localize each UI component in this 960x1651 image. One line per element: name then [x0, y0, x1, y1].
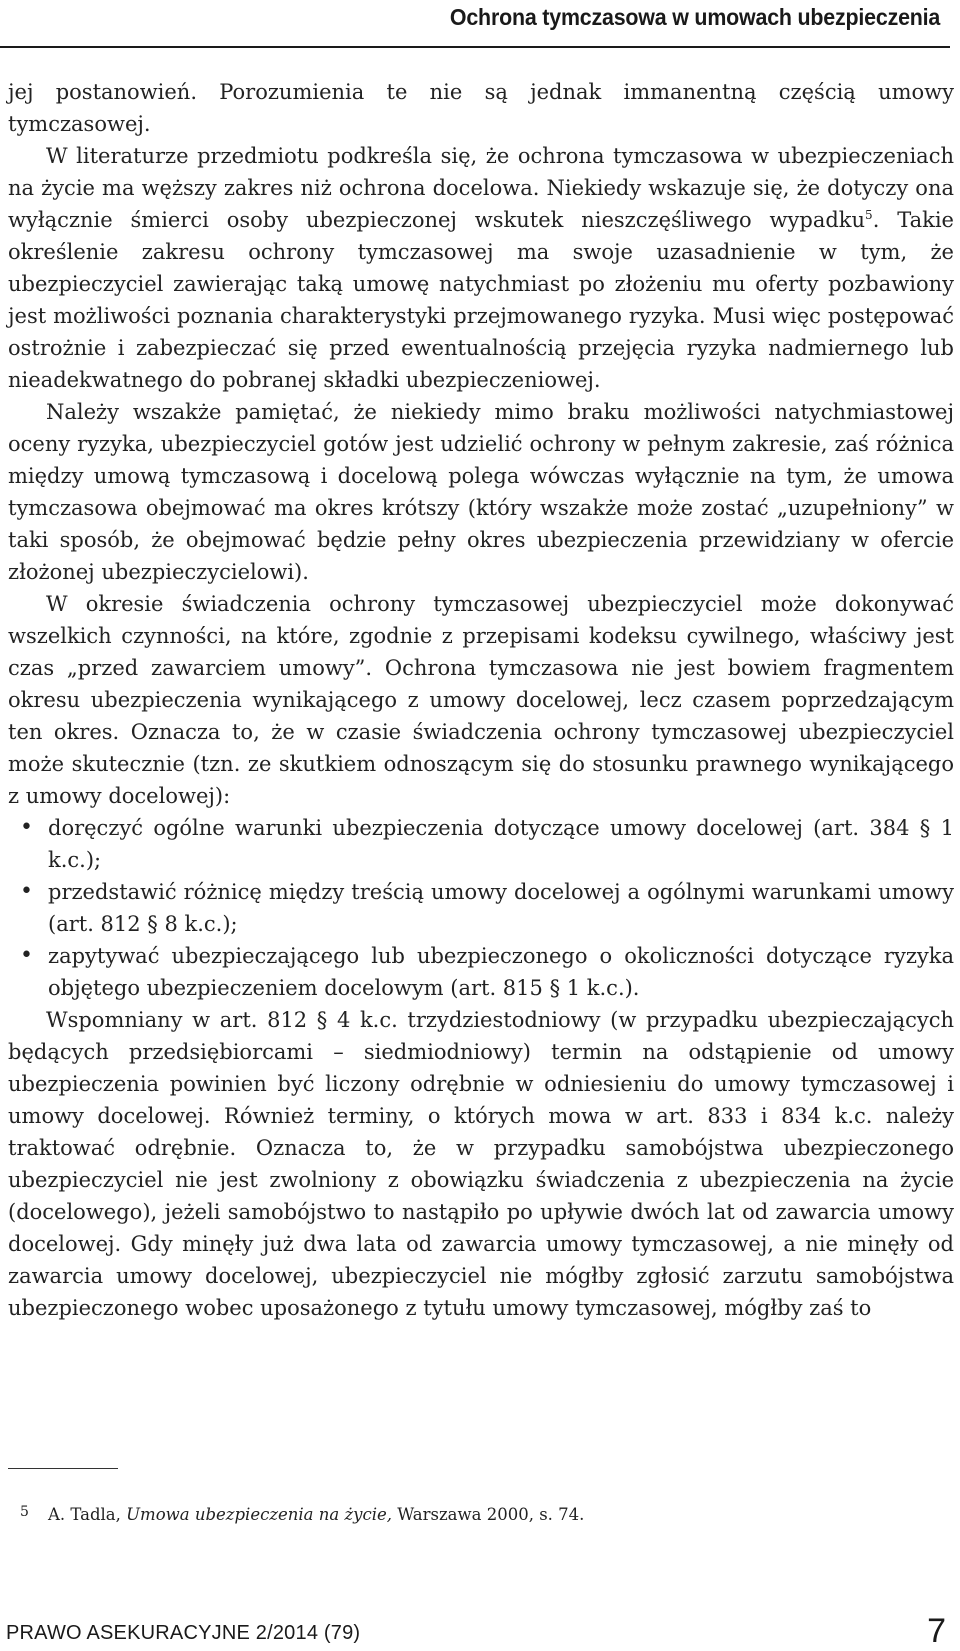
- bullet-icon: •: [20, 815, 33, 840]
- header-rule: [0, 46, 950, 48]
- footnote-reference: 5: [865, 208, 873, 222]
- list-item-text: doręczyć ogólne warunki ubezpieczenia dotyczące umowy docelowej (art. 384 § 1 k.c.);: [48, 816, 954, 872]
- footnote-rule: [8, 1468, 118, 1469]
- paragraph-3: Należy wszakże pamiętać, że niekiedy mimo braku możliwości natychmiastowej oceny ryzyka, ubezpieczyciel gotów jest udzielić ochrony w pełnym zakresie, zaś różnica między umową tymczasową i docelową polega wówczas wyłącznie na tym, że umowa tymczasowa obejmować ma okres krótszy (który wszakże może zostać „uzupełniony” w taki sposób, że obejmować będzie pełny okres ubezpieczenia przewidziany w ofercie złożonej ubezpieczycielowi).: [8, 400, 954, 584]
- journal-name: PRAWO ASEKURACYJNE 2/2014 (79): [6, 1622, 361, 1644]
- page-number: 7: [927, 1612, 946, 1650]
- bullet-icon: •: [20, 943, 33, 968]
- footnote-rest: Warszawa 2000, s. 74.: [392, 1505, 585, 1524]
- footnote-title: Umowa ubezpieczenia na życie,: [126, 1505, 393, 1524]
- footnote-author: A. Tadla,: [48, 1505, 127, 1524]
- list-item-text: zapytywać ubezpieczającego lub ubezpieczonego o okoliczności dotyczące ryzyka objętego ubezpieczeniem docelowym (art. 815 § 1 k.c.).: [48, 944, 954, 1000]
- footnote: [20, 1500, 940, 1527]
- paragraph-2-part-b: . Takie określenie zakresu ochrony tymczasowej ma swoje uzasadnienie w tym, że ubezpieczyciel zawierając taką umowę natychmiast po złożeniu mu oferty pozbawiony jest możliwości poznania charakterystyki przejmowanego ryzyka. Musi więc postępować ostrożnie i zabezpieczać się przed ewentualnością przejęcia ryzyka nadmiernego lub nieadekwatnego do pobranej składki ubezpieczeniowej.: [8, 208, 954, 392]
- list-item-text: przedstawić różnicę między treścią umowy docelowej a ogólnymi warunkami umowy (art. 812 § 8 k.c.);: [48, 880, 954, 936]
- list-item: [8, 812, 954, 876]
- bullet-icon: •: [20, 879, 33, 904]
- paragraph-4: W okresie świadczenia ochrony tymczasowej ubezpieczyciel może dokonywać wszelkich czynności, na które, zgodnie z przepisami kodeksu cywilnego, właściwy jest czas „przed zawarciem umowy”. Ochrona tymczasowa nie jest bowiem fragmentem okresu ubezpieczenia wynikającego z umowy docelowej, lecz czasem poprzedzającym ten okres. Oznacza to, że w czasie świadczenia ochrony tymczasowej ubezpieczyciel może skutecznie (tzn. ze skutkiem odnoszącym się do stosunku prawnego wynikającego z umowy docelowej):: [8, 592, 954, 808]
- paragraph-2: [8, 140, 954, 396]
- paragraph-5: Wspomniany w art. 812 § 4 k.c. trzydziestodniowy (w przypadku ubezpieczających będących przedsiębiorcami – siedmiodniowy) termin na odstąpienie od umowy ubezpieczenia powinien być liczony odrębnie w odniesieniu do umowy tymczasowej i umowy docelowej. Również terminy, o których mowa w art. 833 i 834 k.c. należy traktować odrębnie. Oznacza to, że w przypadku samobójstwa ubezpieczonego ubezpieczyciel nie jest zwolniony z obowiązku świadczenia z ubezpieczenia na życie (docelowego), jeżeli samobójstwo to nastąpiło po upływie dwóch lat od zawarcia umowy docelowej. Gdy minęły już dwa lata od zawarcia umowy tymczasowej, a nie minęły od zawarcia umowy docelowej, ubezpieczyciel nie mógłby zgłosić zarzutu samobójstwa ubezpieczonego wobec uposażonego z tytułu umowy tymczasowej, mógłby zaś to: [8, 1008, 954, 1320]
- bullet-list: [8, 812, 954, 1004]
- list-item: [8, 940, 954, 1004]
- page-footer: [0, 1612, 960, 1650]
- main-text: [8, 76, 954, 1324]
- running-title: Ochrona tymczasowa w umowach ubezpieczenia: [449, 4, 940, 30]
- footnote-number: 5: [20, 1504, 29, 1520]
- list-item: [8, 876, 954, 940]
- running-header: [0, 0, 960, 50]
- paragraph-1: jej postanowień. Porozumienia te nie są jednak immanentną częścią umowy tymczasowej.: [8, 80, 954, 136]
- paragraph-2-part-a: W literaturze przedmiotu podkreśla się, że ochrona tymczasowa w ubezpieczeniach na życie ma węższy zakres niż ochrona docelowa. Niekiedy wskazuje się, że dotyczy ona wyłącznie śmierci osoby ubezpieczonej wskutek nieszczęśliwego wypadku: [8, 144, 954, 232]
